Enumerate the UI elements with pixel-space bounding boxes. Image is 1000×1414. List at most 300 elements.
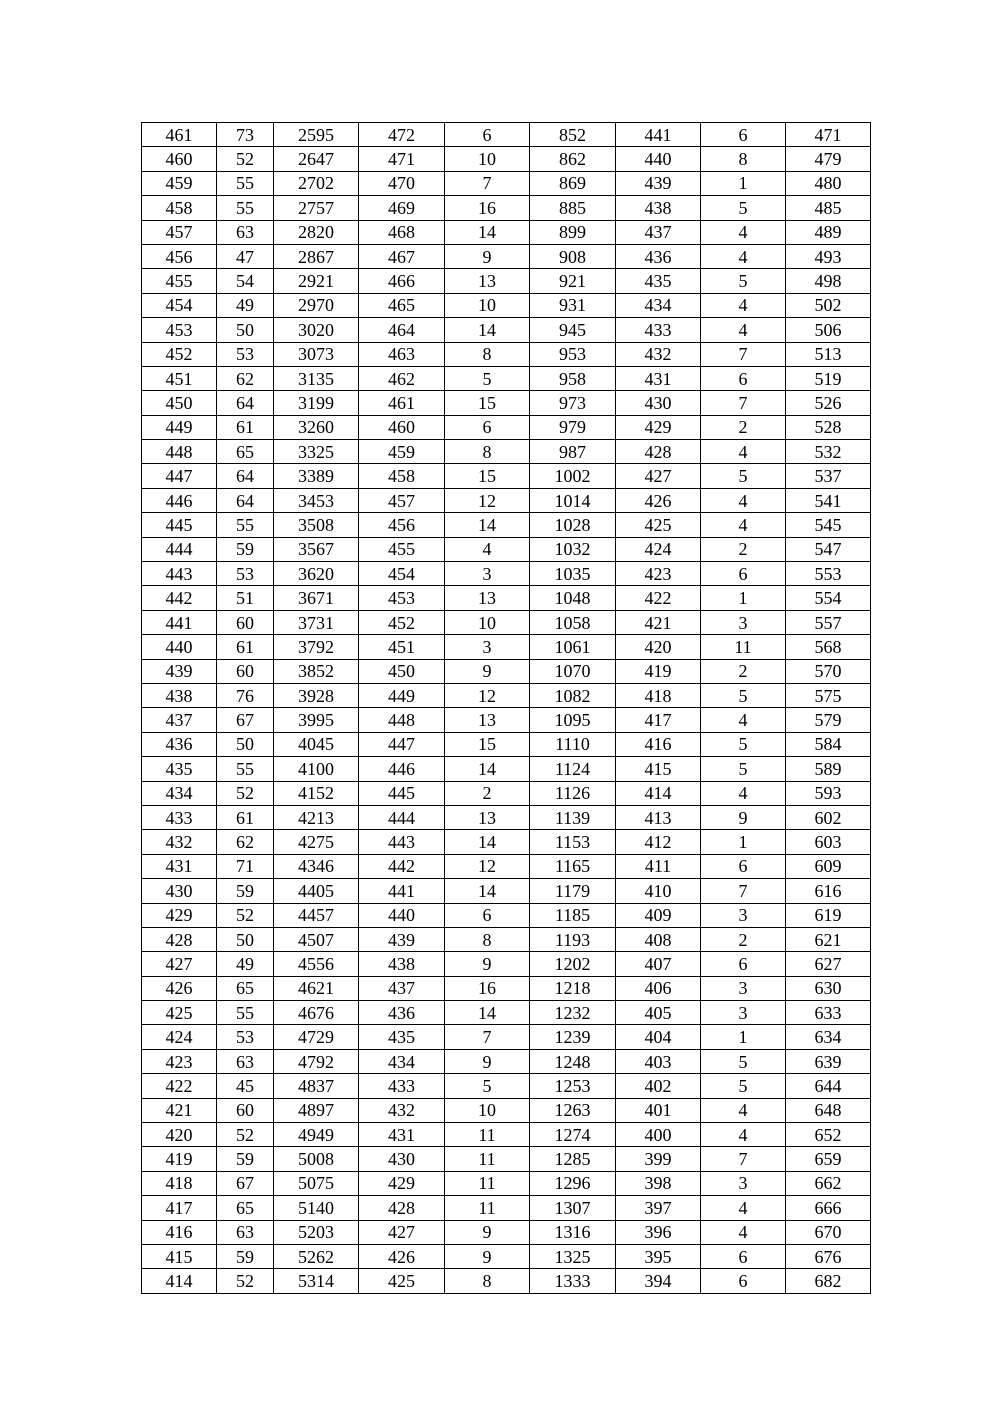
table-cell: 2757 xyxy=(274,196,359,220)
table-cell: 13 xyxy=(445,805,530,829)
table-row xyxy=(142,1074,871,1098)
table-cell: 419 xyxy=(142,1147,217,1171)
table-cell: 464 xyxy=(359,318,445,342)
table-cell: 5262 xyxy=(274,1244,359,1268)
table-cell: 49 xyxy=(217,952,274,976)
table-cell: 63 xyxy=(217,1049,274,1073)
table-cell: 439 xyxy=(616,171,701,195)
table-cell: 2867 xyxy=(274,244,359,268)
table-cell: 449 xyxy=(359,683,445,707)
table-cell: 987 xyxy=(530,440,616,464)
table-cell: 436 xyxy=(142,732,217,756)
table-cell: 9 xyxy=(445,1220,530,1244)
table-cell: 537 xyxy=(786,464,871,488)
table-cell: 1126 xyxy=(530,781,616,805)
table-row xyxy=(142,1049,871,1073)
table-cell: 1307 xyxy=(530,1196,616,1220)
table-cell: 446 xyxy=(359,757,445,781)
table-cell: 438 xyxy=(142,683,217,707)
table-cell: 11 xyxy=(701,635,786,659)
table-cell: 670 xyxy=(786,1220,871,1244)
table-cell: 2 xyxy=(701,659,786,683)
table-cell: 4507 xyxy=(274,927,359,951)
table-cell: 67 xyxy=(217,1171,274,1195)
table-cell: 429 xyxy=(616,415,701,439)
table-cell: 9 xyxy=(701,805,786,829)
table-cell: 441 xyxy=(142,610,217,634)
table-row xyxy=(142,781,871,805)
table-cell: 402 xyxy=(616,1074,701,1098)
table-cell: 1202 xyxy=(530,952,616,976)
table-cell: 411 xyxy=(616,854,701,878)
table-cell: 526 xyxy=(786,391,871,415)
table-cell: 4 xyxy=(701,220,786,244)
table-cell: 14 xyxy=(445,318,530,342)
table-cell: 63 xyxy=(217,220,274,244)
table-cell: 3 xyxy=(701,1001,786,1025)
table-row xyxy=(142,1244,871,1268)
table-cell: 62 xyxy=(217,830,274,854)
table-cell: 453 xyxy=(359,586,445,610)
table-cell: 426 xyxy=(616,488,701,512)
table-cell: 1185 xyxy=(530,903,616,927)
table-cell: 458 xyxy=(359,464,445,488)
table-cell: 644 xyxy=(786,1074,871,1098)
table-cell: 4 xyxy=(701,1123,786,1147)
table-cell: 6 xyxy=(701,562,786,586)
table-cell: 445 xyxy=(142,513,217,537)
table-row xyxy=(142,366,871,390)
table-row xyxy=(142,1147,871,1171)
table-cell: 1 xyxy=(701,1025,786,1049)
table-cell: 437 xyxy=(142,708,217,732)
table-cell: 15 xyxy=(445,391,530,415)
table-cell: 452 xyxy=(359,610,445,634)
table-cell: 10 xyxy=(445,610,530,634)
table-cell: 1193 xyxy=(530,927,616,951)
table-cell: 62 xyxy=(217,366,274,390)
table-cell: 10 xyxy=(445,147,530,171)
table-cell: 7 xyxy=(701,391,786,415)
table-row xyxy=(142,513,871,537)
table-cell: 445 xyxy=(359,781,445,805)
table-cell: 5 xyxy=(701,683,786,707)
table-cell: 447 xyxy=(142,464,217,488)
table-cell: 427 xyxy=(359,1220,445,1244)
table-cell: 434 xyxy=(142,781,217,805)
table-cell: 59 xyxy=(217,537,274,561)
table-cell: 3 xyxy=(701,1171,786,1195)
table-row xyxy=(142,952,871,976)
table-cell: 9 xyxy=(445,952,530,976)
table-cell: 575 xyxy=(786,683,871,707)
table-cell: 465 xyxy=(359,293,445,317)
table-cell: 532 xyxy=(786,440,871,464)
table-cell: 410 xyxy=(616,879,701,903)
table-cell: 71 xyxy=(217,854,274,878)
table-cell: 425 xyxy=(616,513,701,537)
table-cell: 1153 xyxy=(530,830,616,854)
table-cell: 557 xyxy=(786,610,871,634)
table-cell: 2 xyxy=(701,415,786,439)
table-cell: 568 xyxy=(786,635,871,659)
table-row xyxy=(142,220,871,244)
table-cell: 6 xyxy=(445,415,530,439)
table-cell: 3 xyxy=(701,610,786,634)
table-cell: 10 xyxy=(445,1098,530,1122)
table-cell: 1095 xyxy=(530,708,616,732)
table-cell: 2820 xyxy=(274,220,359,244)
table-cell: 7 xyxy=(701,1147,786,1171)
table-cell: 437 xyxy=(359,976,445,1000)
table-cell: 5 xyxy=(701,464,786,488)
table-cell: 461 xyxy=(359,391,445,415)
table-cell: 945 xyxy=(530,318,616,342)
table-cell: 443 xyxy=(142,562,217,586)
table-cell: 16 xyxy=(445,976,530,1000)
table-cell: 1028 xyxy=(530,513,616,537)
table-row xyxy=(142,1025,871,1049)
table-cell: 4 xyxy=(701,488,786,512)
table-cell: 4556 xyxy=(274,952,359,976)
table-cell: 489 xyxy=(786,220,871,244)
table-cell: 589 xyxy=(786,757,871,781)
table-cell: 584 xyxy=(786,732,871,756)
table-cell: 1296 xyxy=(530,1171,616,1195)
table-cell: 429 xyxy=(142,903,217,927)
table-row xyxy=(142,537,871,561)
table-cell: 3389 xyxy=(274,464,359,488)
table-cell: 502 xyxy=(786,293,871,317)
table-cell: 417 xyxy=(616,708,701,732)
table-cell: 466 xyxy=(359,269,445,293)
table-cell: 1218 xyxy=(530,976,616,1000)
table-cell: 4 xyxy=(701,708,786,732)
table-cell: 423 xyxy=(142,1049,217,1073)
table-cell: 869 xyxy=(530,171,616,195)
table-cell: 554 xyxy=(786,586,871,610)
table-cell: 479 xyxy=(786,147,871,171)
table-row xyxy=(142,196,871,220)
table-cell: 458 xyxy=(142,196,217,220)
table-cell: 13 xyxy=(445,586,530,610)
table-row xyxy=(142,391,871,415)
table-cell: 439 xyxy=(142,659,217,683)
table-cell: 395 xyxy=(616,1244,701,1268)
table-cell: 498 xyxy=(786,269,871,293)
table-cell: 9 xyxy=(445,1049,530,1073)
table-cell: 446 xyxy=(142,488,217,512)
table-cell: 921 xyxy=(530,269,616,293)
table-cell: 396 xyxy=(616,1220,701,1244)
table-cell: 64 xyxy=(217,488,274,512)
table-row xyxy=(142,683,871,707)
table-cell: 453 xyxy=(142,318,217,342)
table-cell: 633 xyxy=(786,1001,871,1025)
table-cell: 452 xyxy=(142,342,217,366)
table-cell: 431 xyxy=(616,366,701,390)
table-cell: 455 xyxy=(359,537,445,561)
table-cell: 4405 xyxy=(274,879,359,903)
table-cell: 406 xyxy=(616,976,701,1000)
table-cell: 6 xyxy=(445,123,530,147)
table-cell: 421 xyxy=(142,1098,217,1122)
table-cell: 5314 xyxy=(274,1269,359,1293)
table-cell: 4897 xyxy=(274,1098,359,1122)
table-cell: 1232 xyxy=(530,1001,616,1025)
table-cell: 4 xyxy=(445,537,530,561)
table-cell: 53 xyxy=(217,342,274,366)
table-cell: 958 xyxy=(530,366,616,390)
table-cell: 5140 xyxy=(274,1196,359,1220)
table-cell: 5 xyxy=(701,196,786,220)
table-cell: 3 xyxy=(701,976,786,1000)
table-row xyxy=(142,1269,871,1293)
table-cell: 65 xyxy=(217,1196,274,1220)
table-cell: 471 xyxy=(786,123,871,147)
table-cell: 609 xyxy=(786,854,871,878)
table-cell: 1274 xyxy=(530,1123,616,1147)
table-cell: 436 xyxy=(616,244,701,268)
table-cell: 13 xyxy=(445,269,530,293)
table-cell: 59 xyxy=(217,1244,274,1268)
table-cell: 12 xyxy=(445,854,530,878)
table-cell: 8 xyxy=(445,440,530,464)
table-cell: 1110 xyxy=(530,732,616,756)
table-cell: 5 xyxy=(701,732,786,756)
score-distribution-table xyxy=(141,122,871,1294)
table-cell: 9 xyxy=(445,244,530,268)
table-cell: 3453 xyxy=(274,488,359,512)
table-row xyxy=(142,879,871,903)
table-cell: 61 xyxy=(217,635,274,659)
table-cell: 53 xyxy=(217,562,274,586)
table-cell: 417 xyxy=(142,1196,217,1220)
table-cell: 4 xyxy=(701,318,786,342)
table-row xyxy=(142,342,871,366)
table-cell: 63 xyxy=(217,1220,274,1244)
table-cell: 1032 xyxy=(530,537,616,561)
table-cell: 8 xyxy=(445,1269,530,1293)
table-cell: 2595 xyxy=(274,123,359,147)
table-row xyxy=(142,757,871,781)
table-cell: 4676 xyxy=(274,1001,359,1025)
table-cell: 73 xyxy=(217,123,274,147)
table-cell: 1248 xyxy=(530,1049,616,1073)
table-cell: 413 xyxy=(616,805,701,829)
table-row xyxy=(142,1196,871,1220)
table-cell: 404 xyxy=(616,1025,701,1049)
table-cell: 428 xyxy=(359,1196,445,1220)
table-cell: 1239 xyxy=(530,1025,616,1049)
table-cell: 433 xyxy=(142,805,217,829)
table-cell: 47 xyxy=(217,244,274,268)
table-cell: 4152 xyxy=(274,781,359,805)
table-cell: 2 xyxy=(701,927,786,951)
table-cell: 579 xyxy=(786,708,871,732)
table-cell: 12 xyxy=(445,683,530,707)
table-cell: 416 xyxy=(142,1220,217,1244)
table-cell: 422 xyxy=(616,586,701,610)
table-row xyxy=(142,927,871,951)
table-cell: 4 xyxy=(701,1098,786,1122)
table-cell: 3995 xyxy=(274,708,359,732)
table-cell: 450 xyxy=(359,659,445,683)
table-cell: 5008 xyxy=(274,1147,359,1171)
table-cell: 469 xyxy=(359,196,445,220)
table-cell: 5075 xyxy=(274,1171,359,1195)
table-row xyxy=(142,610,871,634)
table-cell: 437 xyxy=(616,220,701,244)
table-cell: 438 xyxy=(359,952,445,976)
table-cell: 1333 xyxy=(530,1269,616,1293)
table-cell: 425 xyxy=(359,1269,445,1293)
table-cell: 7 xyxy=(445,171,530,195)
table-row xyxy=(142,440,871,464)
table-row xyxy=(142,1220,871,1244)
table-cell: 634 xyxy=(786,1025,871,1049)
table-cell: 425 xyxy=(142,1001,217,1025)
table-cell: 602 xyxy=(786,805,871,829)
table-cell: 4213 xyxy=(274,805,359,829)
table-row xyxy=(142,464,871,488)
table-cell: 430 xyxy=(616,391,701,415)
table-cell: 953 xyxy=(530,342,616,366)
table-cell: 427 xyxy=(616,464,701,488)
table-cell: 1 xyxy=(701,171,786,195)
table-cell: 7 xyxy=(701,879,786,903)
table-cell: 407 xyxy=(616,952,701,976)
table-cell: 6 xyxy=(701,854,786,878)
table-cell: 485 xyxy=(786,196,871,220)
table-cell: 7 xyxy=(445,1025,530,1049)
table-cell: 1325 xyxy=(530,1244,616,1268)
table-row xyxy=(142,854,871,878)
table-cell: 415 xyxy=(142,1244,217,1268)
table-cell: 6 xyxy=(701,1269,786,1293)
table-cell: 405 xyxy=(616,1001,701,1025)
table-cell: 455 xyxy=(142,269,217,293)
table-row xyxy=(142,171,871,195)
table-cell: 619 xyxy=(786,903,871,927)
table-cell: 65 xyxy=(217,976,274,1000)
table-cell: 862 xyxy=(530,147,616,171)
table-row xyxy=(142,1123,871,1147)
table-cell: 448 xyxy=(142,440,217,464)
table-cell: 394 xyxy=(616,1269,701,1293)
table-cell: 449 xyxy=(142,415,217,439)
table-cell: 979 xyxy=(530,415,616,439)
table-cell: 448 xyxy=(359,708,445,732)
table-cell: 435 xyxy=(616,269,701,293)
table-cell: 616 xyxy=(786,879,871,903)
table-cell: 5 xyxy=(445,1074,530,1098)
table-cell: 456 xyxy=(359,513,445,537)
table-cell: 60 xyxy=(217,610,274,634)
table-cell: 14 xyxy=(445,513,530,537)
table-cell: 59 xyxy=(217,879,274,903)
table-cell: 50 xyxy=(217,927,274,951)
table-cell: 397 xyxy=(616,1196,701,1220)
table-cell: 408 xyxy=(616,927,701,951)
table-cell: 2 xyxy=(445,781,530,805)
table-cell: 5 xyxy=(445,366,530,390)
table-cell: 2647 xyxy=(274,147,359,171)
table-cell: 435 xyxy=(142,757,217,781)
table-cell: 2921 xyxy=(274,269,359,293)
table-cell: 4 xyxy=(701,440,786,464)
table-cell: 4100 xyxy=(274,757,359,781)
table-cell: 51 xyxy=(217,586,274,610)
table-cell: 428 xyxy=(142,927,217,951)
table-cell: 441 xyxy=(359,879,445,903)
table-cell: 435 xyxy=(359,1025,445,1049)
table-cell: 3508 xyxy=(274,513,359,537)
table-cell: 3 xyxy=(445,635,530,659)
table-cell: 428 xyxy=(616,440,701,464)
table-cell: 440 xyxy=(359,903,445,927)
table-cell: 418 xyxy=(616,683,701,707)
table-row xyxy=(142,269,871,293)
table-cell: 432 xyxy=(359,1098,445,1122)
table-cell: 3928 xyxy=(274,683,359,707)
table-cell: 553 xyxy=(786,562,871,586)
table-cell: 409 xyxy=(616,903,701,927)
table-cell: 1061 xyxy=(530,635,616,659)
table-cell: 506 xyxy=(786,318,871,342)
table-cell: 4 xyxy=(701,513,786,537)
table-cell: 3020 xyxy=(274,318,359,342)
table-cell: 1048 xyxy=(530,586,616,610)
table-cell: 3852 xyxy=(274,659,359,683)
table-row xyxy=(142,976,871,1000)
table-cell: 603 xyxy=(786,830,871,854)
table-cell: 60 xyxy=(217,1098,274,1122)
table-cell: 55 xyxy=(217,196,274,220)
table-cell: 1124 xyxy=(530,757,616,781)
table-cell: 53 xyxy=(217,1025,274,1049)
table-cell: 450 xyxy=(142,391,217,415)
table-cell: 59 xyxy=(217,1147,274,1171)
table-cell: 444 xyxy=(359,805,445,829)
table-row xyxy=(142,1098,871,1122)
table-cell: 415 xyxy=(616,757,701,781)
table-cell: 440 xyxy=(142,635,217,659)
table-cell: 470 xyxy=(359,171,445,195)
table-cell: 457 xyxy=(142,220,217,244)
table-cell: 11 xyxy=(445,1123,530,1147)
table-cell: 3260 xyxy=(274,415,359,439)
table-cell: 420 xyxy=(616,635,701,659)
table-cell: 4 xyxy=(701,293,786,317)
table-cell: 621 xyxy=(786,927,871,951)
table-cell: 1014 xyxy=(530,488,616,512)
table-cell: 2 xyxy=(701,537,786,561)
table-cell: 1002 xyxy=(530,464,616,488)
table-cell: 398 xyxy=(616,1171,701,1195)
table-cell: 1035 xyxy=(530,562,616,586)
table-cell: 899 xyxy=(530,220,616,244)
table-cell: 50 xyxy=(217,318,274,342)
table-cell: 52 xyxy=(217,1123,274,1147)
table-cell: 662 xyxy=(786,1171,871,1195)
table-cell: 4457 xyxy=(274,903,359,927)
table-row xyxy=(142,244,871,268)
table-cell: 14 xyxy=(445,830,530,854)
table-cell: 627 xyxy=(786,952,871,976)
table-cell: 399 xyxy=(616,1147,701,1171)
table-cell: 459 xyxy=(142,171,217,195)
